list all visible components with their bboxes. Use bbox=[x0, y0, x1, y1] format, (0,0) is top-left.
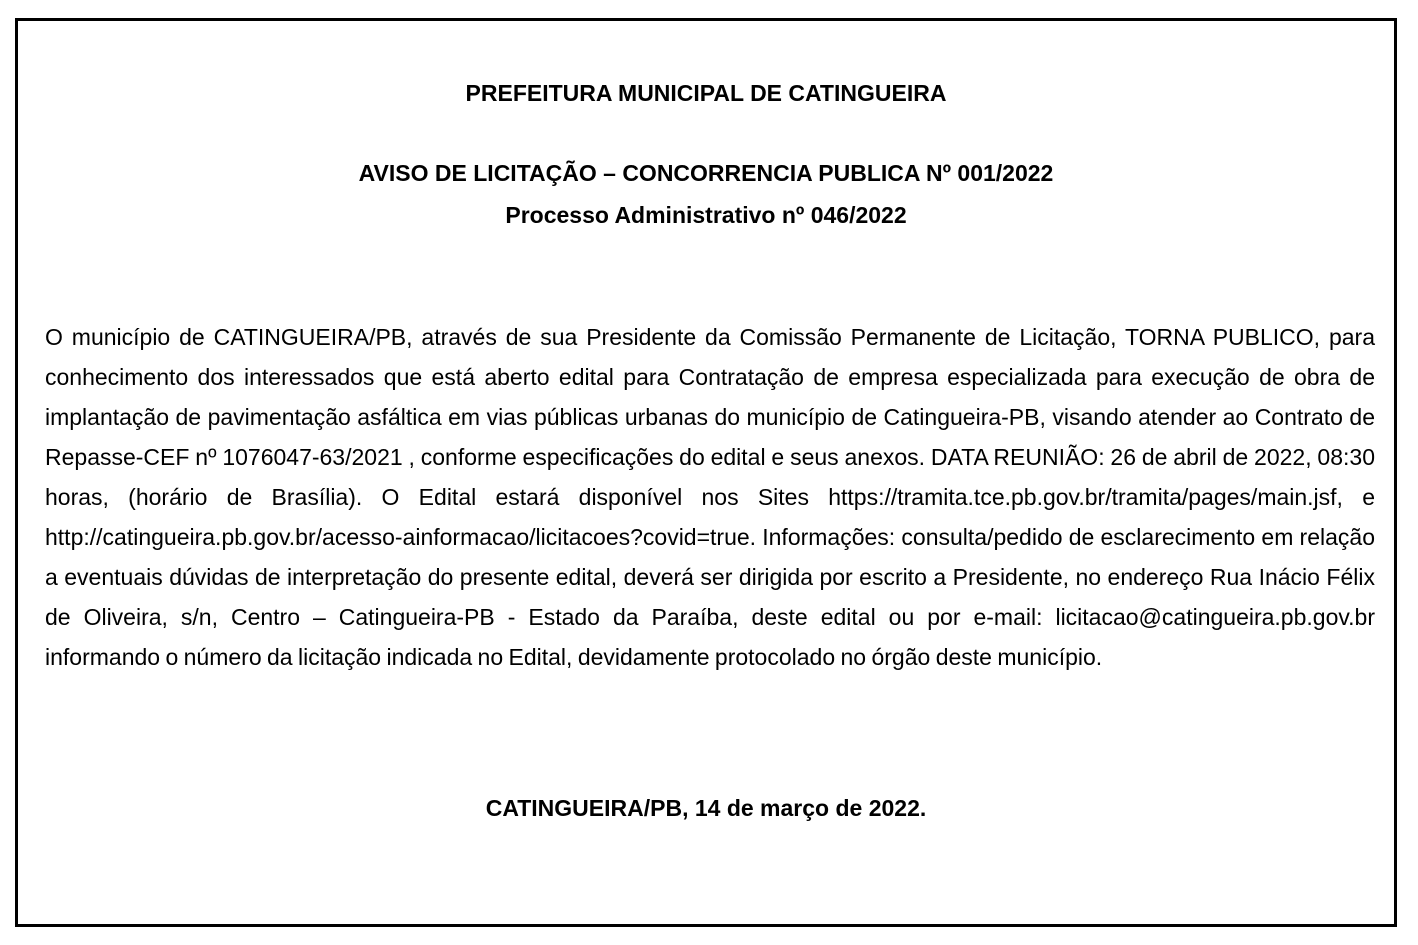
place-and-date: CATINGUEIRA/PB, 14 de março de 2022. bbox=[485, 795, 927, 821]
notice-body: O município de CATINGUEIRA/PB, através de sua Presidente da Comissão Permanente de Licitação, TORNA PUBLICO, para conhecimento dos interessados que está aberto edital para Contratação de empresa especializada para execução de obra de implantação de pavimentação asfáltica em vias públicas urbanas do município de Catingueira-PB, visando atender ao Contrato de Repasse-CEF nº 1076047-63/2021 , conforme especificações do edital e seus anexos. DATA REUNIÃO: 26 de abril de 2022, 08:30 horas, (horário de Brasília). O Edital estará disponível nos Sites https://tramita.tce.pb.gov.br/tramita/pages/main.jsf, e http://catingueira.pb.gov.br/acesso-ainformacao/licitacoes?covid=true. Informações: consulta/pedido de esclarecimento em relação a eventuais dúvidas de interpretação do presente edital, deverá ser dirigida por escrito a Presidente, no endereço Rua Inácio Félix de Oliveira, s/n, Centro – Catingueira-PB - Estado da Paraíba, deste edital ou por e-mail: licitacao@catingueira.pb.gov.br informando o número da licitação indicada no Edital, devidamente protocolado no órgão deste município. bbox=[45, 324, 1375, 670]
issuer-heading: PREFEITURA MUNICIPAL DE CATINGUEIRA bbox=[465, 80, 947, 106]
notice-frame bbox=[15, 18, 1397, 927]
notice-title: AVISO DE LICITAÇÃO – CONCORRENCIA PUBLICA Nº 001/2022 bbox=[358, 160, 1054, 186]
process-number: Processo Administrativo nº 046/2022 bbox=[505, 202, 907, 228]
